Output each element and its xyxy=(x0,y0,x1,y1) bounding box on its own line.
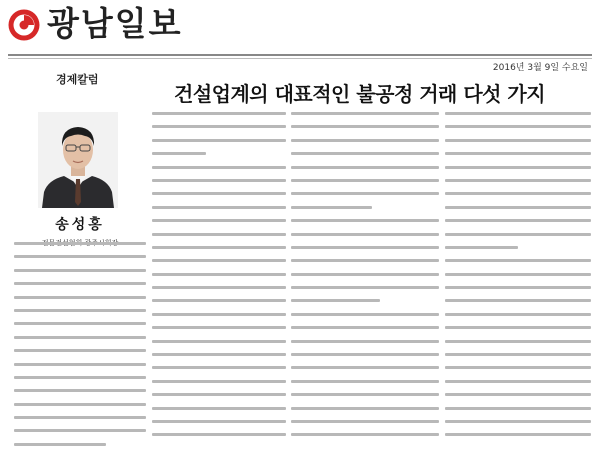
article-body-column-2 xyxy=(152,112,286,447)
article-headline: 건설업계의 대표적인 불공정 거래 다섯 가지 xyxy=(174,82,546,106)
section-label: 경제칼럼 xyxy=(56,73,99,86)
article-body-column-4 xyxy=(445,112,591,447)
author-name: 송성홍 xyxy=(55,217,105,233)
masthead xyxy=(0,0,600,52)
newspaper-logo-icon xyxy=(8,9,40,41)
author-photo xyxy=(38,112,118,208)
masthead-divider xyxy=(8,54,592,56)
publication-date: 2016년 3월 9일 수요일 xyxy=(492,63,588,73)
article-body-column-1 xyxy=(14,242,146,456)
author-portrait xyxy=(38,112,118,208)
paper-name: 광남일보 xyxy=(47,4,183,43)
article-body-column-3 xyxy=(291,112,439,447)
masthead-divider-thin xyxy=(8,58,592,59)
